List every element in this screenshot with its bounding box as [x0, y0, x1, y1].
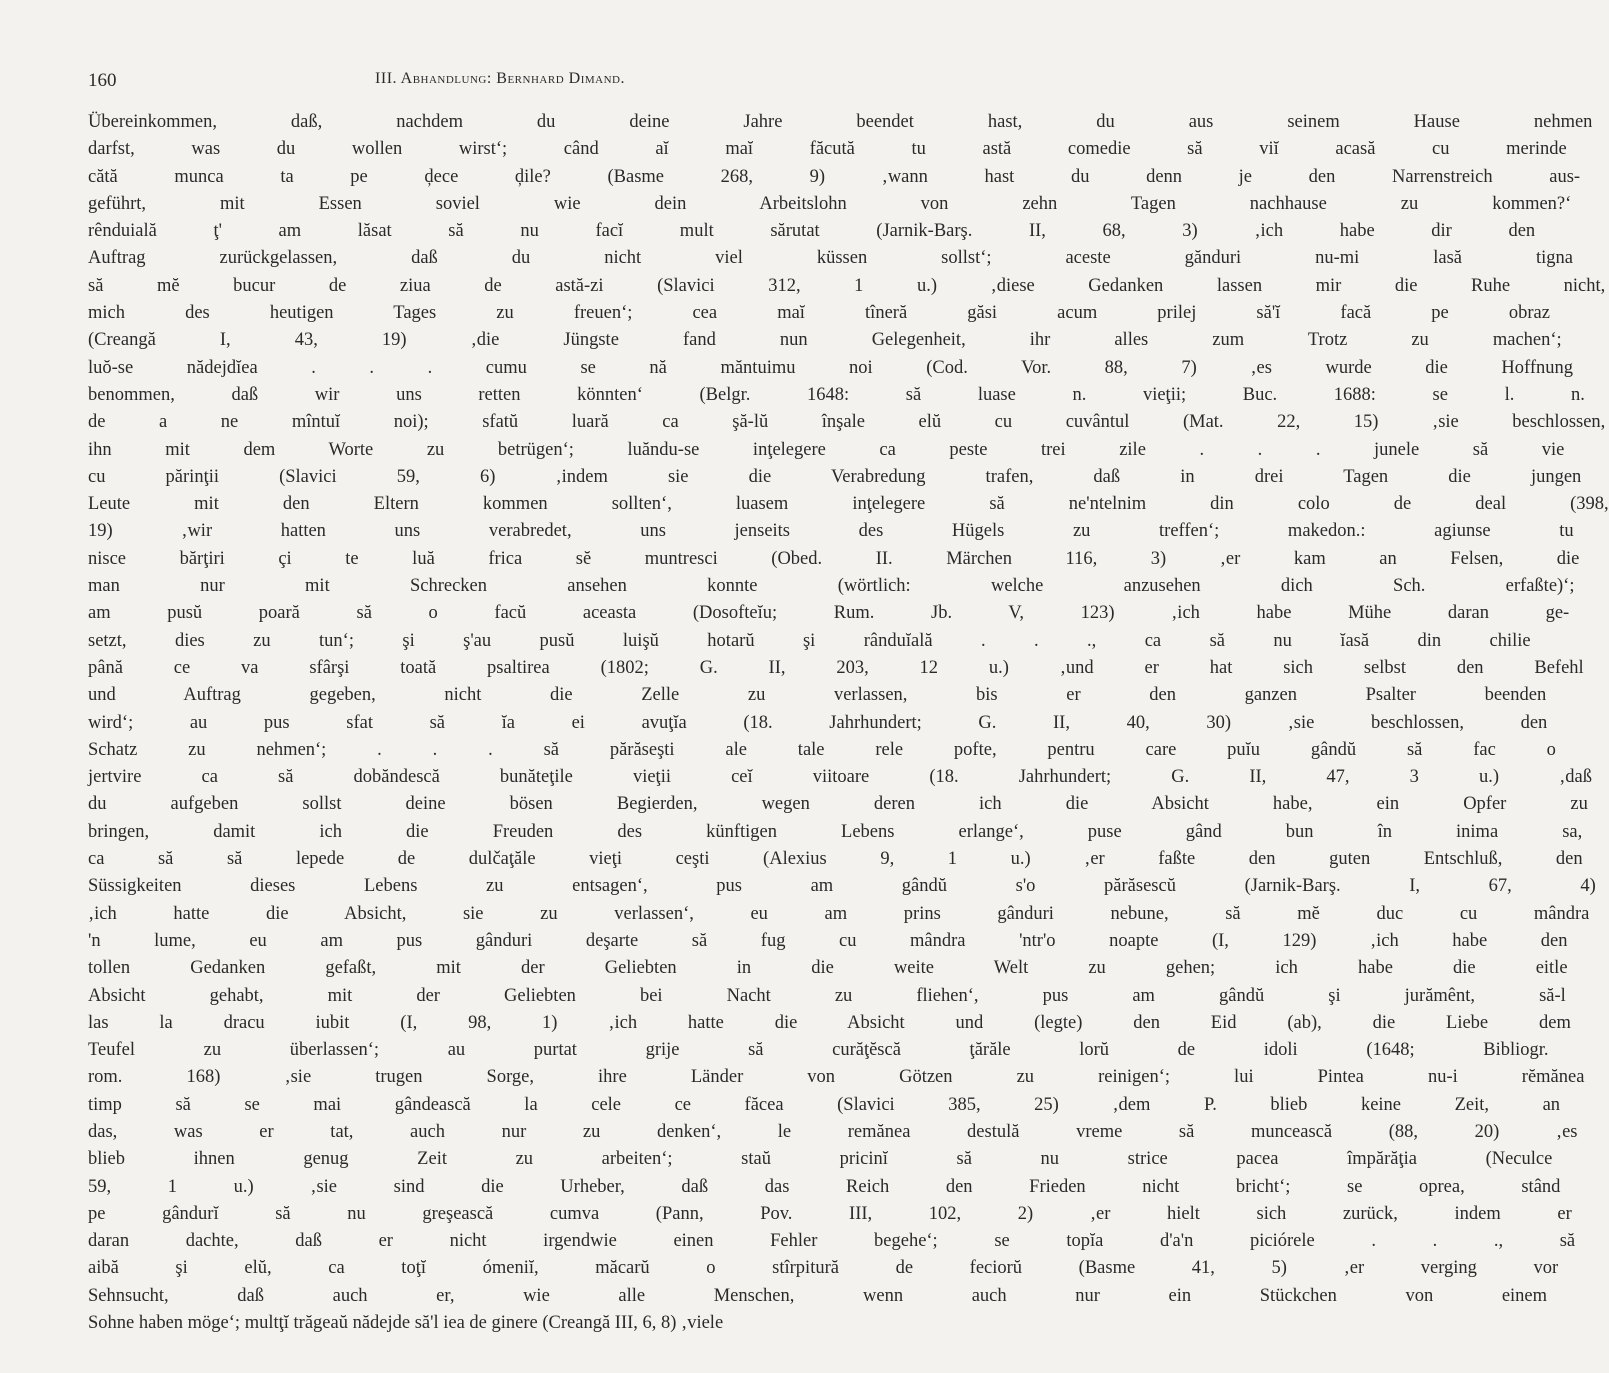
text-line: 'n lume, eu am pus gânduri deşarte să fug cu mândra 'ntr'o noapte (I, 129) ‚ich habe den	[88, 930, 1568, 951]
text-line: 59, 1 u.) ‚sie sind die Urheber, daß das Reich den Frieden nicht bricht‘; se oprea, stând	[88, 1176, 1561, 1197]
text-line: Sehnsucht, daß auch er, wie alle Menschen, wenn auch nur ein Stückchen von einem	[88, 1285, 1548, 1306]
page-header	[88, 70, 912, 100]
text-line: und Auftrag gegeben, nicht die Zelle zu verlassen, bis er den ganzen Psalter beenden	[88, 685, 1547, 706]
text-line: până ce va sfârşi toată psaltirea (1802; G. II, 203, 12 u.) ‚und er hat sich selbst den Befehl	[88, 657, 1584, 678]
text-line: să mĕ bucur de ziua de astă-zi (Slavici 312, 1 u.) ‚diese Gedanken lassen mir die Ruhe nicht,	[88, 275, 1606, 296]
text-line: rênduială ţ' am lăsat să nu facĭ mult sărutat (Jarnik-Barş. II, 68, 3) ‚ich habe dir den	[88, 221, 1536, 242]
text-line: Schatz zu nehmen‘; . . . să părăseşti ale tale rele pofte, pentru care puĭu gândŭ să fac o	[88, 739, 1556, 760]
text-line: de a ne mîntuĭ noi); sfatŭ luară ca şă-lŭ înşale elŭ cu cuvântul (Mat. 22, 15) ‚sie beschlossen,	[88, 412, 1606, 433]
text-line: ca să să lepede de dulčaţăle vieţi ceşti (Alexius 9, 1 u.) ‚er faßte den guten Entschluß, den	[88, 849, 1583, 870]
text-line: Auftrag zurückgelassen, daß du nicht viel küssen sollst‘; aceste gănduri nu-mi lasă tigna	[88, 248, 1573, 269]
text-line: jertvire ca să dobăndescă bunăteţile vieţii ceĭ viitoare (18. Jahrhundert; G. II, 47, 3 u.) ‚daß	[88, 767, 1592, 788]
text-line: tollen Gedanken gefaßt, mit der Geliebten in die weite Welt zu gehen; ich habe die eitle	[88, 958, 1568, 979]
text-line: nisce bărţiri çi te luă frica sĕ muntresci (Obed. II. Märchen 116, 3) ‚er kam an Felsen, die	[88, 548, 1580, 569]
text-line: timp să se mai gândească la cele ce făcea (Slavici 385, 25) ‚dem P. blieb keine Zeit, an	[88, 1094, 1561, 1115]
text-line: wird‘; au pus sfat să ĭa ei avuţĭa (18. Jahrhundert; G. II, 40, 30) ‚sie beschlossen, den	[88, 712, 1548, 733]
text-line: Leute mit den Eltern kommen sollten‘, luasem inţelegere să ne'ntelnim din colo de deal (398,	[88, 494, 1609, 515]
text-line: darfst, was du wollen wirst‘; când aĭ maĭ făcută tu astă comedie să viĭ acasă cu merinde	[88, 139, 1567, 160]
text-line: das, was er tat, auch nur zu denken‘, le remănea destulă vreme să muncească (88, 20) ‚es	[88, 1121, 1578, 1142]
page-number: 160	[88, 70, 117, 91]
text-line: Teufel zu überlassen‘; au purtat grije să curăţĕscă ţărăle lorŭ de idoli (1648; Bibliogr.	[88, 1040, 1549, 1061]
text-line: (Creangă I, 43, 19) ‚die Jüngste fand nun Gelegenheit, ihr alles zum Trotz zu machen‘;	[88, 330, 1562, 351]
text-line: cătă munca ta pe ḑece ḑile? (Basme 268, 9) ‚wann hast du denn je den Narrenstreich aus-	[88, 166, 1581, 187]
text-line: geführt, mit Essen soviel wie dein Arbeitslohn von zehn Tagen nachhause zu kommen?‘	[88, 193, 1572, 214]
text-line: bringen, damit ich die Freuden des künftigen Lebens erlange‘, puse gând bun în inima sa,	[88, 821, 1583, 842]
text-line: blieb ihnen genug Zeit zu arbeiten‘; staŭ pricinĭ să nu strice pacea împărăţia (Neculce	[88, 1149, 1553, 1170]
text-line: las la dracu iubit (I, 98, 1) ‚ich hatte die Absicht und (legte) den Eid (ab), die Liebe dem	[88, 1012, 1571, 1033]
body-text	[88, 109, 1609, 1337]
text-line: ‚ich hatte die Absicht, sie zu verlassen‘, eu am prins gânduri nebune, să mĕ duc cu mândra	[88, 903, 1590, 924]
text-line: luŏ-se nădejdĭea . . . cumu se nă măntuimu noi (Cod. Vor. 88, 7) ‚es wurde die Hoffnung	[88, 357, 1574, 378]
text-line: daran dachte, daß er nicht irgendwie einen Fehler begehe‘; se topĭa d'a'n piciórele . . ., să	[88, 1231, 1576, 1252]
text-line: cu părinţii (Slavici 59, 6) ‚indem sie die Verabredung trafen, daß in drei Tagen die jungen	[88, 466, 1582, 487]
text-line: du aufgeben sollst deine bösen Begierden, wegen deren ich die Absicht habe, ein Opfer zu	[88, 794, 1588, 815]
text-line: 19) ‚wir hatten uns verabredet, uns jenseits des Hügels zu treffen‘; makedon.: agiunse tu	[88, 521, 1574, 542]
text-line: setzt, dies zu tun‘; şi ş'au pusŭ luişŭ hotarŭ şi rânduĭală . . ., ca să nu ĭasă din chilie	[88, 630, 1531, 651]
text-line: Süssigkeiten dieses Lebens zu entsagen‘, pus am gândŭ s'o părăsescŭ (Jarnik-Barş. I, 67, 4)	[88, 876, 1596, 897]
text-line: aibă şi elŭ, ca toţĭ ómeniĭ, măcarŭ o stîrpitură de feciorŭ (Basme 41, 5) ‚er verging vor	[88, 1258, 1559, 1279]
text-line: mich des heutigen Tages zu freuen‘; cea maĭ tîneră găsi acum prilej să'ĭ facă pe obraz	[88, 303, 1550, 324]
text-line: Absicht gehabt, mit der Geliebten bei Nacht zu fliehen‘, pus am gândŭ şi jurămênt, să-l	[88, 985, 1566, 1006]
text-line: pe gândurĭ să nu greşească cumva (Pann, Pov. III, 102, 2) ‚er hielt sich zurück, indem er	[88, 1203, 1572, 1224]
text-line: Übereinkommen, daß, nachdem du deine Jahre beendet hast, du aus seinem Hause nehmen	[88, 112, 1593, 132]
text-line: ihn mit dem Worte zu betrügen‘; luăndu-se inţelegere ca peste trei zile . . . junele să vie	[88, 439, 1565, 460]
running-head: III. Abhandlung: Bernhard Dimand.	[375, 70, 625, 87]
text-line: Sohne haben möge‘; multţĭ trăgeaŭ nădejde să'l iea de ginere (Creangă III, 6, 8) ‚viele	[88, 1313, 724, 1334]
text-line: am pusŭ poară să o facŭ aceasta (Dosofteĭu; Rum. Jb. V, 123) ‚ich habe Mühe daran ge-	[88, 603, 1570, 624]
text-line: benommen, daß wir uns retten könnten‘ (Belgr. 1648: să luase n. vieţii; Buc. 1688: se l. n.	[88, 384, 1585, 405]
text-line: rom. 168) ‚sie trugen Sorge, ihre Länder von Götzen zu reinigen‘; lui Pintea nu-i rĕmănea	[88, 1067, 1585, 1088]
text-line: man nur mit Schrecken ansehen konnte (wörtlich: welche anzusehen dich Sch. erfaßte)‘;	[88, 576, 1575, 597]
